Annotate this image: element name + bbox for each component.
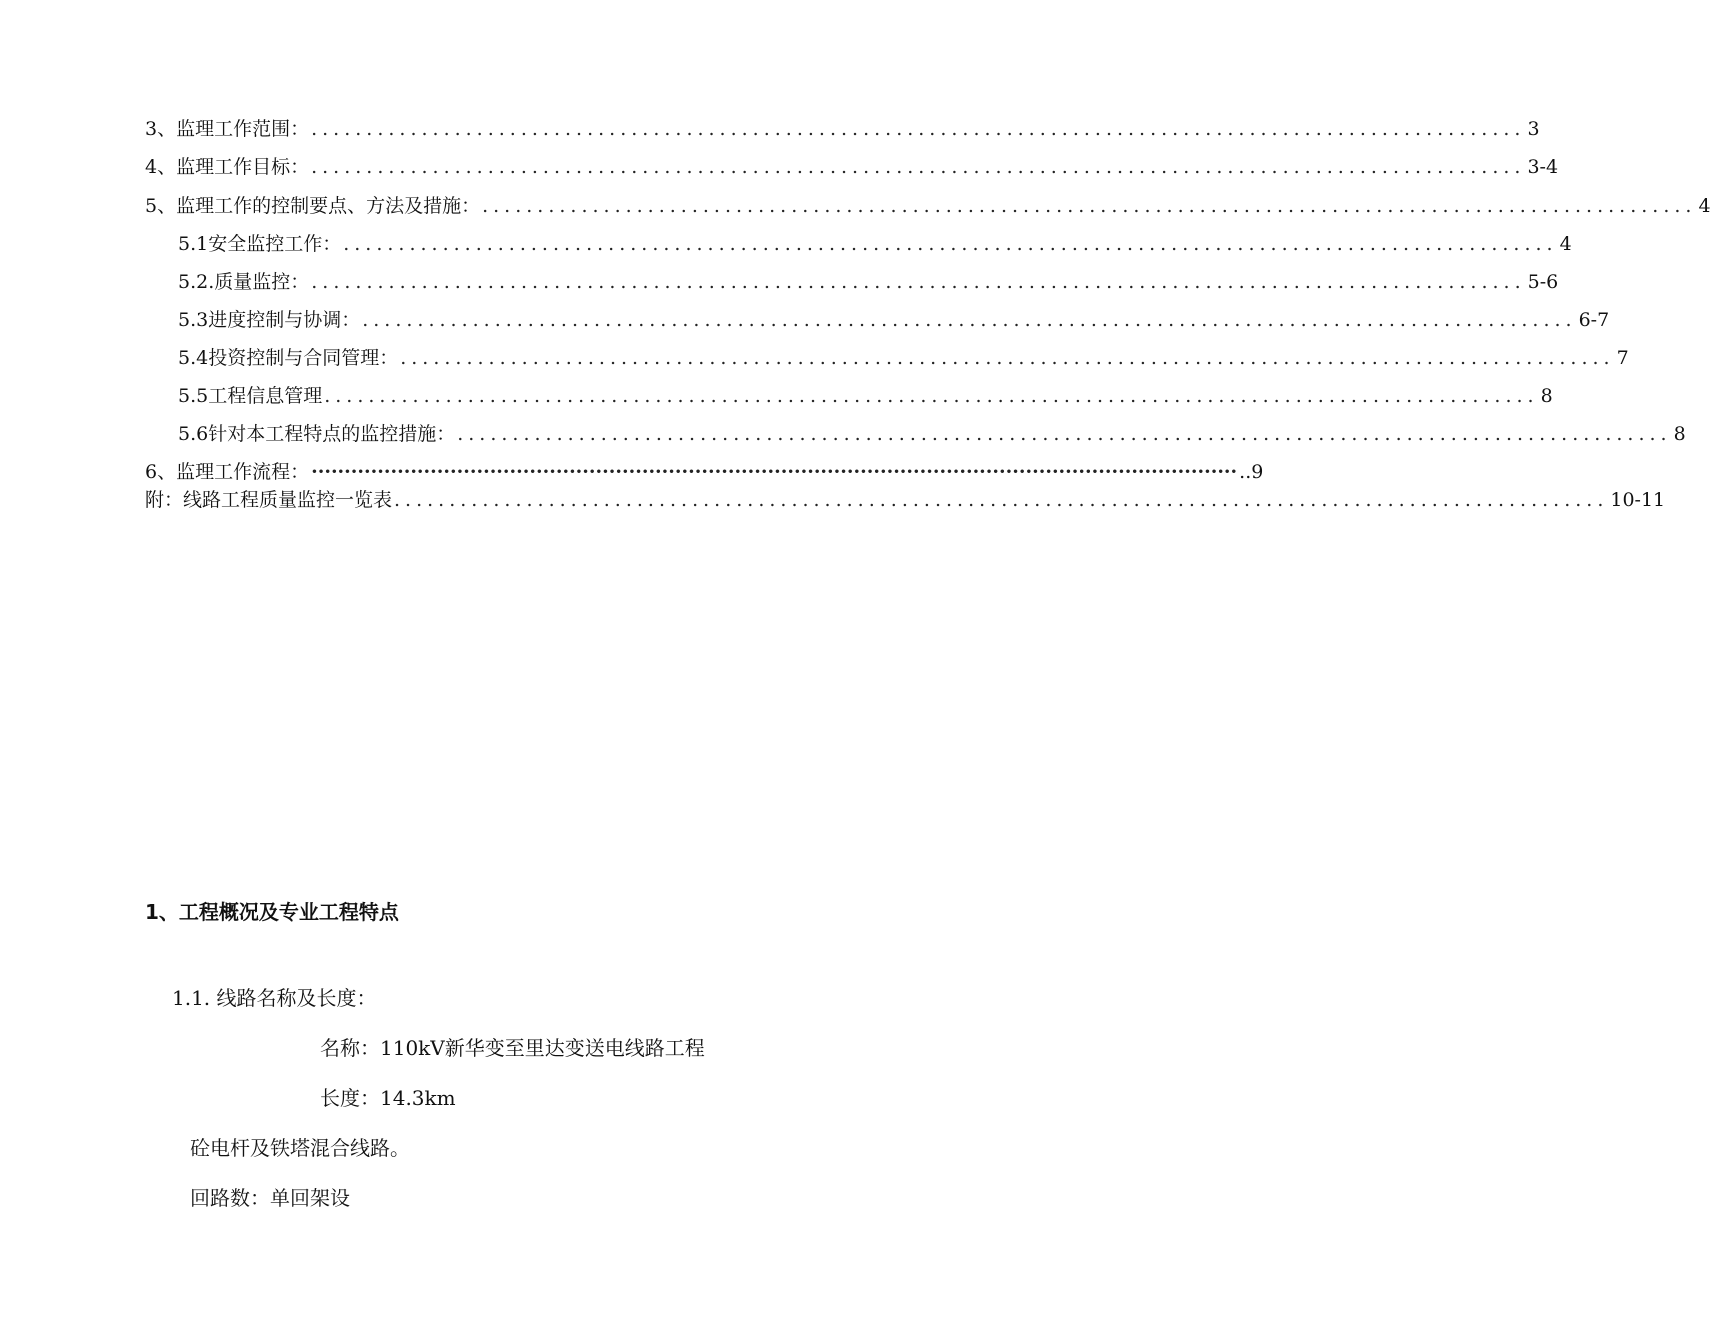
toc-entry-page: 10-11 (1610, 489, 1666, 511)
toc-entry-label: 3、监理工作范围： (145, 118, 310, 140)
route-length: 长度：14.3km (320, 1086, 456, 1110)
toc-leader: .............................................................................................................. (311, 156, 1526, 178)
toc-entry-label: 附：线路工程质量监控一览表 (145, 489, 393, 511)
toc-entry-page: 3-4 (1527, 156, 1559, 178)
toc-leader: ············································································································································ (311, 461, 1238, 483)
toc-leader: .............................................................................................................. (311, 271, 1526, 293)
toc-entry-label: 6、监理工作流程： (145, 461, 310, 483)
toc-entry-label: 5、监理工作的控制要点、方法及措施： (145, 195, 481, 217)
toc-leader: .............................................................................................................. (311, 118, 1526, 140)
toc-entry-label: 5.3进度控制与协调： (178, 309, 361, 331)
toc-entry[interactable] (178, 423, 1686, 445)
toc-entry[interactable] (145, 195, 1711, 217)
toc-entry[interactable] (178, 385, 1553, 407)
toc-leader: .............................................................................................................. (457, 423, 1672, 445)
section-heading: 1、工程概况及专业工程特点 (145, 900, 399, 924)
toc-entry[interactable] (178, 271, 1559, 293)
toc-entry-page: 4 (1559, 233, 1572, 255)
route-name: 名称：110kV新华变至里达变送电线路工程 (320, 1036, 705, 1060)
toc-entry-page: 7 (1616, 347, 1629, 369)
line-type: 砼电杆及铁塔混合线路。 (190, 1136, 410, 1160)
toc-leader: .............................................................................................................. (394, 489, 1609, 511)
toc-leader: .............................................................................................................. (362, 309, 1577, 331)
toc-entry[interactable] (145, 156, 1559, 178)
toc-entry-label: 5.1安全监控工作： (178, 233, 342, 255)
toc-entry-label: 5.4投资控制与合同管理： (178, 347, 399, 369)
toc-entry[interactable] (178, 309, 1610, 331)
toc-leader: .............................................................................................................. (482, 195, 1697, 217)
toc-leader: .............................................................................................................. (343, 233, 1558, 255)
toc-entry-label: 5.2.质量监控： (178, 271, 310, 293)
toc-entry-label: 5.5工程信息管理 (178, 385, 323, 407)
toc-entry[interactable] (145, 489, 1666, 511)
toc-entry-label: 4、监理工作目标： (145, 156, 310, 178)
toc-entry-page: 8 (1673, 423, 1686, 445)
toc-entry[interactable] (178, 233, 1572, 255)
toc-leader: .............................................................................................................. (400, 347, 1615, 369)
toc-entry[interactable] (145, 461, 1264, 483)
toc-entry[interactable] (145, 118, 1540, 140)
toc-leader: .............................................................................................................. (324, 385, 1539, 407)
toc-entry-page: 4 (1698, 195, 1711, 217)
toc-entry-page: 5-6 (1527, 271, 1559, 293)
toc-entry-page: ..9 (1239, 461, 1264, 483)
toc-entry[interactable] (178, 347, 1629, 369)
circuit-count: 回路数：单回架设 (190, 1186, 350, 1210)
toc-entry-page: 6-7 (1578, 309, 1610, 331)
toc-entry-page: 8 (1540, 385, 1553, 407)
sub-heading: 1.1. 线路名称及长度： (172, 986, 377, 1010)
toc-entry-page: 3 (1527, 118, 1540, 140)
toc-entry-label: 5.6针对本工程特点的监控措施： (178, 423, 456, 445)
